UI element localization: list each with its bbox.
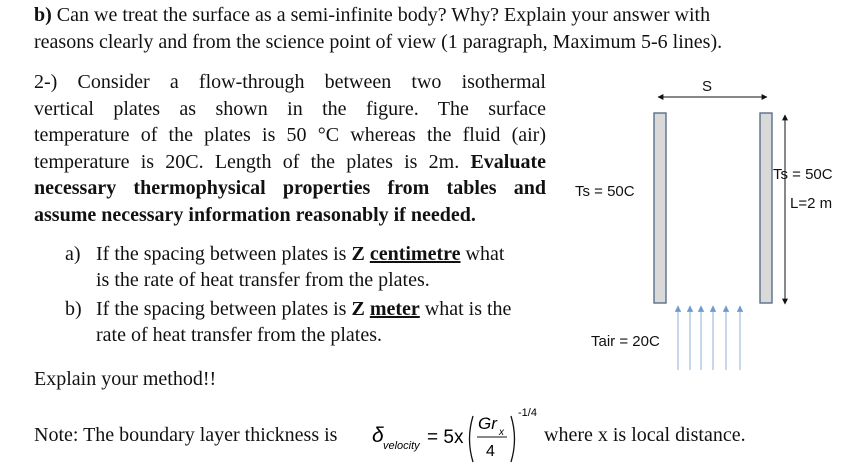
question-2-paragraph xyxy=(34,69,546,229)
left-plate xyxy=(654,113,666,303)
boundary-layer-formula xyxy=(372,402,542,468)
note-prefix: Note: The boundary layer thickness is xyxy=(34,424,338,446)
formula-gr: Gr xyxy=(478,414,497,433)
explain-method-text: Explain your method!! xyxy=(34,368,217,390)
question-2-line-2: vertical plates as shown in the figure. The surface xyxy=(34,97,546,120)
sub-question-a-label: a) xyxy=(65,243,81,265)
air-temperature-label: Tair = 20C xyxy=(591,333,660,350)
formula-exponent: -1/4 xyxy=(518,407,537,419)
sub-question-b-line-2: rate of heat transfer from the plates. xyxy=(96,324,382,346)
part-b-text-2: reasons clearly and from the science point of view (1 paragraph, Maximum 5-6 lines). xyxy=(34,31,723,53)
question-2-line-1: 2-) Consider a flow-through between two isothermal xyxy=(34,71,546,93)
formula-left-paren xyxy=(470,416,474,462)
formula-equals-5x: = 5x xyxy=(427,427,464,448)
formula-gr-subscript: x xyxy=(499,427,504,438)
vertical-plates-figure xyxy=(560,68,851,378)
spacing-label: S xyxy=(702,78,713,95)
question-2-line-5-bold: necessary thermophysical properties from tables and xyxy=(34,177,546,200)
question-2-line-4-text: temperature is 20C. Length of the plates is 2m. xyxy=(34,150,460,173)
sub-question-a-line-2: is the rate of heat transfer from the plates. xyxy=(96,269,430,291)
part-b-question-line-1 xyxy=(34,3,710,28)
question-2-line-3: temperature of the plates is 50 °C whereas the fluid (air) xyxy=(34,124,546,147)
question-2-line-4-bold: Evaluate xyxy=(470,150,546,173)
note-suffix: where x is local distance. xyxy=(544,424,746,446)
formula-delta: δ xyxy=(372,424,384,447)
sub-question-a-line-1 xyxy=(96,241,504,267)
sub-a-pre: If the spacing between plates is xyxy=(96,243,352,265)
sub-b-post: what is the xyxy=(419,298,512,320)
sub-b-unit: meter xyxy=(369,298,420,320)
question-2-line-6 xyxy=(34,202,546,229)
sub-b-z: Z xyxy=(351,298,365,320)
part-b-text-1: Can we treat the surface as a semi-infinite body? Why? Explain your answer with xyxy=(56,4,711,26)
part-b-label: b) xyxy=(34,4,52,26)
sub-a-unit: centimetre xyxy=(369,243,461,265)
plate-length-label: L=2 m xyxy=(790,195,833,212)
question-2-line-5 xyxy=(34,175,546,202)
air-flow-arrows xyxy=(678,306,740,370)
right-plate xyxy=(760,113,772,303)
formula-denominator: 4 xyxy=(486,443,495,460)
question-2-line-6-bold: assume necessary information reasonably if needed. xyxy=(34,203,476,226)
sub-a-z: Z xyxy=(351,243,365,265)
formula-right-paren xyxy=(511,416,515,462)
sub-question-b-line-1 xyxy=(96,296,511,322)
part-b-question-line-2 xyxy=(34,30,722,55)
sub-b-pre: If the spacing between plates is xyxy=(96,298,352,320)
question-2-line-4 xyxy=(34,149,546,176)
left-plate-temperature-label: Ts = 50C xyxy=(575,183,635,200)
sub-a-post: what xyxy=(460,243,505,265)
formula-delta-subscript: velocity xyxy=(383,440,420,452)
right-plate-temperature-label: Ts = 50C xyxy=(773,166,833,183)
sub-question-b-label: b) xyxy=(65,298,82,320)
